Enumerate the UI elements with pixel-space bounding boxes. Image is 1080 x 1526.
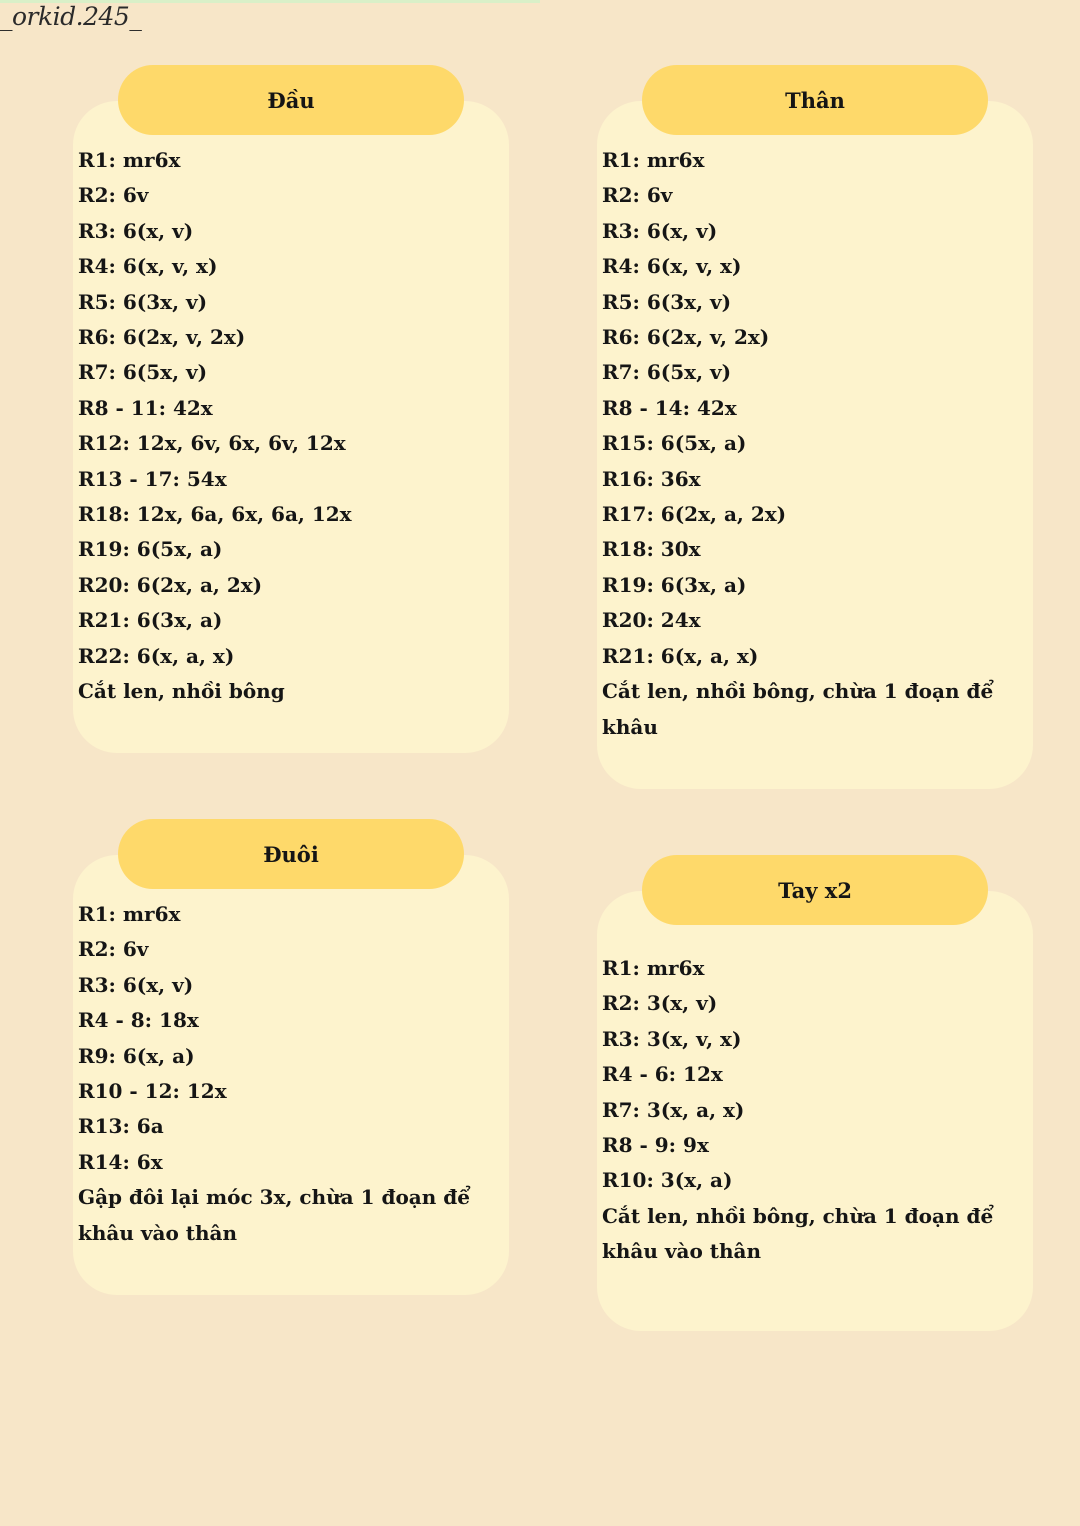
row-item: R13 - 17: 54x: [78, 466, 227, 491]
row-item: R6: 6(2x, v, 2x): [602, 325, 770, 350]
row-item: R16: 36x: [602, 466, 701, 491]
row-item: R7: 6(5x, v): [78, 360, 208, 385]
row-item: Cắt len, nhồi bông: [78, 679, 285, 704]
row-item: R8 - 9: 9x: [602, 1133, 709, 1158]
row-item: Gập đôi lại móc 3x, chừa 1 đoạn để khâu vào thân: [78, 1185, 470, 1245]
row-item: R18: 30x: [602, 537, 701, 562]
card-title: Đuôi: [118, 819, 464, 889]
row-item: Cắt len, nhồi bông, chừa 1 đoạn để khâu: [602, 679, 994, 739]
row-item: R20: 24x: [602, 608, 701, 633]
row-item: R6: 6(2x, v, 2x): [78, 325, 246, 350]
row-item: R3: 3(x, v, x): [602, 1026, 742, 1051]
row-item: R18: 12x, 6a, 6x, 6a, 12x: [78, 502, 352, 527]
row-item: R2: 3(x, v): [602, 991, 718, 1016]
row-item: R2: 6v: [602, 183, 673, 208]
pattern-card-tail: [73, 819, 509, 1295]
row-item: R3: 6(x, v): [78, 218, 194, 243]
row-item: Cắt len, nhồi bông, chừa 1 đoạn để khâu vào thân: [602, 1203, 994, 1264]
row-item: R1: mr6x: [78, 902, 181, 926]
row-item: R8 - 11: 42x: [78, 395, 213, 420]
watermark-logo: _orkid.245_: [0, 2, 142, 31]
pattern-card-arm: [597, 855, 1033, 1331]
row-item: R19: 6(5x, a): [78, 537, 223, 562]
card-title: Đầu: [118, 65, 464, 135]
pattern-card-head: [73, 65, 509, 753]
card-title: Tay x2: [642, 855, 988, 925]
row-item: R19: 6(3x, a): [602, 572, 747, 597]
row-item: R8 - 14: 42x: [602, 395, 737, 420]
row-item: R4 - 8: 18x: [78, 1008, 199, 1033]
row-item: R4 - 6: 12x: [602, 1062, 723, 1087]
row-item: R17: 6(2x, a, 2x): [602, 502, 787, 527]
row-list: [602, 143, 1003, 745]
row-item: R7: 6(5x, v): [602, 360, 732, 385]
row-list: [78, 897, 479, 1251]
row-item: R7: 3(x, a, x): [602, 1097, 745, 1122]
row-item: R2: 6v: [78, 937, 149, 962]
row-item: R1: mr6x: [602, 148, 705, 172]
row-item: R1: mr6x: [602, 956, 705, 980]
row-list: [602, 951, 1003, 1270]
row-list: [78, 143, 479, 710]
row-item: R5: 6(3x, v): [602, 289, 732, 314]
row-item: R3: 6(x, v): [602, 218, 718, 243]
row-item: R3: 6(x, v): [78, 972, 194, 997]
row-item: R10: 3(x, a): [602, 1168, 733, 1193]
row-item: R15: 6(5x, a): [602, 431, 747, 456]
row-item: R21: 6(x, a, x): [602, 643, 759, 668]
row-item: R14: 6x: [78, 1149, 163, 1174]
row-item: R1: mr6x: [78, 148, 181, 172]
row-item: R9: 6(x, a): [78, 1043, 195, 1068]
row-item: R20: 6(2x, a, 2x): [78, 572, 263, 597]
row-item: R2: 6v: [78, 183, 149, 208]
row-item: R13: 6a: [78, 1114, 164, 1139]
row-item: R4: 6(x, v, x): [78, 254, 218, 279]
row-item: R4: 6(x, v, x): [602, 254, 742, 279]
row-item: R10 - 12: 12x: [78, 1079, 227, 1104]
card-title: Thân: [642, 65, 988, 135]
row-item: R21: 6(3x, a): [78, 608, 223, 633]
row-item: R12: 12x, 6v, 6x, 6v, 12x: [78, 431, 346, 456]
row-item: R22: 6(x, a, x): [78, 643, 235, 668]
row-item: R5: 6(3x, v): [78, 289, 208, 314]
pattern-card-body: [597, 65, 1033, 789]
